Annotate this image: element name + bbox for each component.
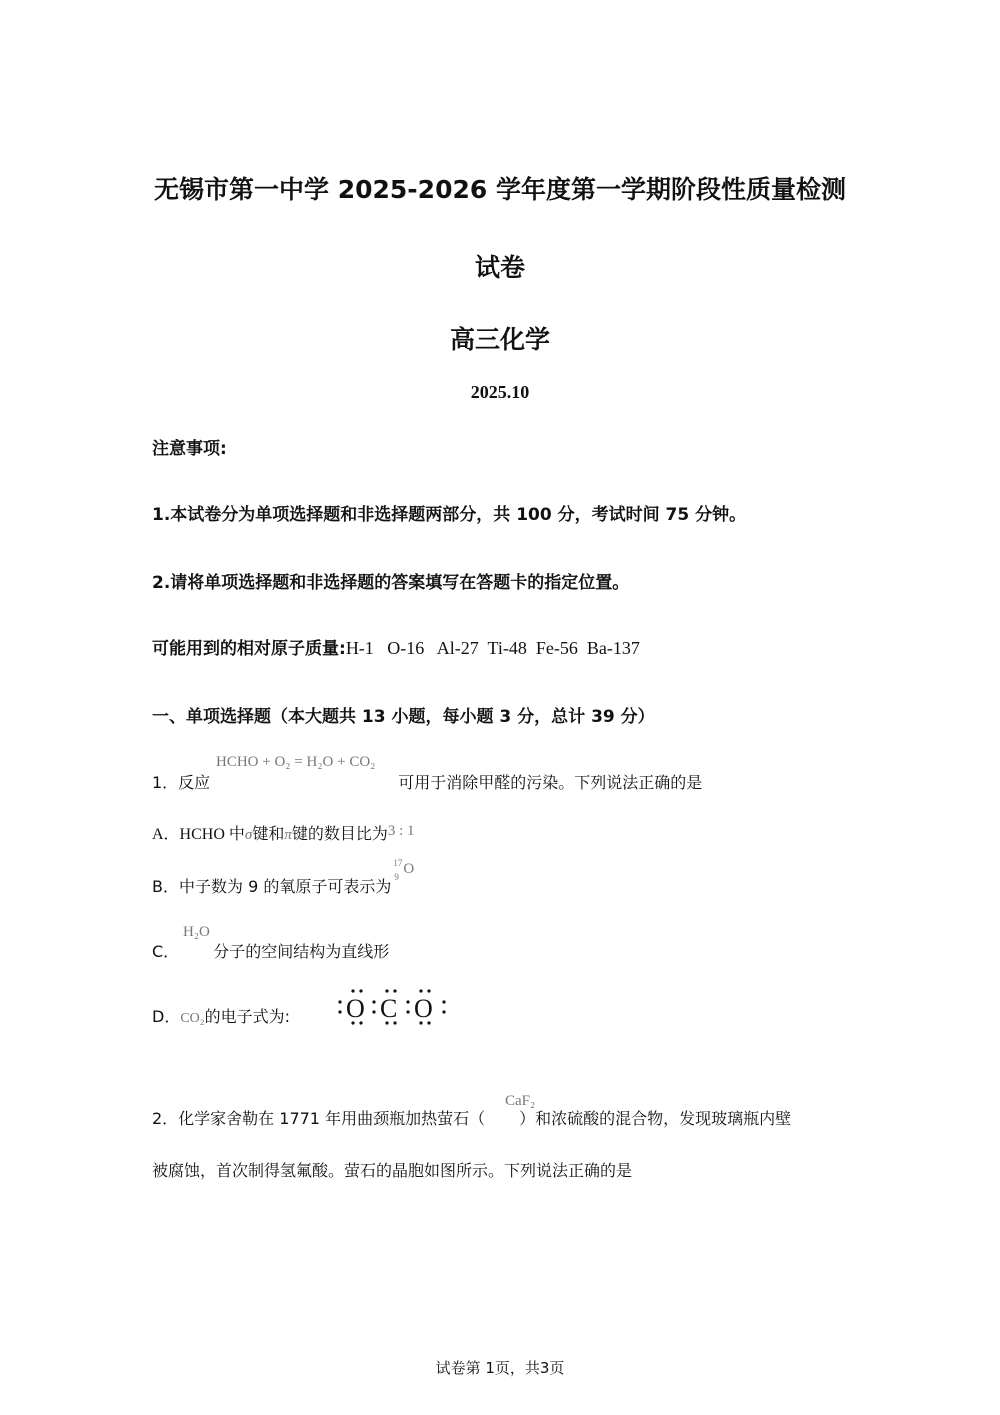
q2-line1-suffix: ）和浓硫酸的混合物，发现玻璃瓶内壁: [519, 1109, 792, 1128]
q2-formula: CaF₂: [505, 1093, 536, 1109]
notice-heading: 注意事项:: [152, 439, 227, 459]
q1-option-d[interactable]: [152, 1004, 290, 1027]
q1-option-c[interactable]: [152, 939, 389, 962]
q2-stem-line1: [152, 1106, 791, 1129]
exam-title-line2: 试卷: [474, 253, 525, 282]
q1-b-text: B．中子数为 9 的氧原子可表示为: [152, 877, 392, 896]
notice-item-2: 2.请将单项选择题和非选择题的答案填写在答题卡的指定位置。: [152, 573, 630, 593]
svg-text:C: C: [380, 994, 398, 1023]
notice-item-1: 1.本试卷分为单项选择题和非选择题两部分，共 100 分，考试时间 75 分钟。: [152, 505, 747, 525]
q2-line1-prefix: 2．化学家舍勒在 1771 年用曲颈瓶加热萤石（: [152, 1109, 486, 1128]
q1-option-b[interactable]: [152, 858, 417, 897]
sigma-symbol: σ: [244, 827, 253, 843]
oxygen-isotope-symbol: [391, 858, 417, 894]
svg-text:O: O: [414, 994, 433, 1023]
q1-a-mid2: 键的数目比为: [291, 824, 388, 843]
q1-reaction-formula: HCHO + O₂ = H₂O + CO₂: [216, 754, 376, 770]
q1-stem-suffix: 可用于消除甲醛的污染。下列说法正确的是: [398, 773, 703, 792]
isotope-atomic-number: 9: [394, 872, 399, 882]
atomic-mass-label: 可能用到的相对原子质量:: [152, 639, 346, 659]
isotope-element: O: [403, 861, 415, 877]
page-footer: 试卷第 1页，共3页: [435, 1359, 565, 1377]
q1-d-prefix: D．: [152, 1007, 181, 1026]
co2-lewis-structure: [336, 986, 452, 1030]
section-1-heading: 一、单项选择题（本大题共 13 小题，每小题 3 分，总计 39 分）: [152, 707, 655, 727]
q1-a-mid1: 键和: [252, 824, 285, 843]
q1-stem: [152, 770, 702, 793]
q1-c-prefix: C．: [152, 942, 180, 961]
q1-d-text: 的电子式为:: [204, 1007, 291, 1026]
exam-title-line1: 无锡市第一中学 2025-2026 学年度第一学期阶段性质量检测: [154, 175, 846, 204]
q1-d-formula: CO₂: [180, 1011, 205, 1026]
atomic-mass-line: [152, 634, 640, 659]
q1-prefix: 1．反应: [152, 773, 211, 792]
exam-date: 2025.10: [470, 382, 530, 402]
q1-option-a[interactable]: [152, 821, 415, 844]
svg-text:O: O: [346, 994, 365, 1023]
q2-stem-line2: 被腐蚀，首次制得氢氟酸。萤石的晶胞如图所示。下列说法正确的是: [152, 1161, 633, 1180]
pi-symbol: π: [284, 827, 292, 843]
q1-c-text: 分子的空间结构为直线形: [213, 942, 390, 961]
atomic-mass-values: H-1 O-16 Al-27 Ti-48 Fe-56 Ba-137: [345, 638, 640, 658]
q1-c-formula: H₂O: [183, 924, 210, 940]
q1-a-ratio: 3 : 1: [387, 823, 415, 839]
isotope-mass-number: 17: [393, 858, 403, 868]
q1-a-prefix: A．HCHO 中: [152, 826, 245, 843]
subject-title: 高三化学: [449, 325, 550, 354]
